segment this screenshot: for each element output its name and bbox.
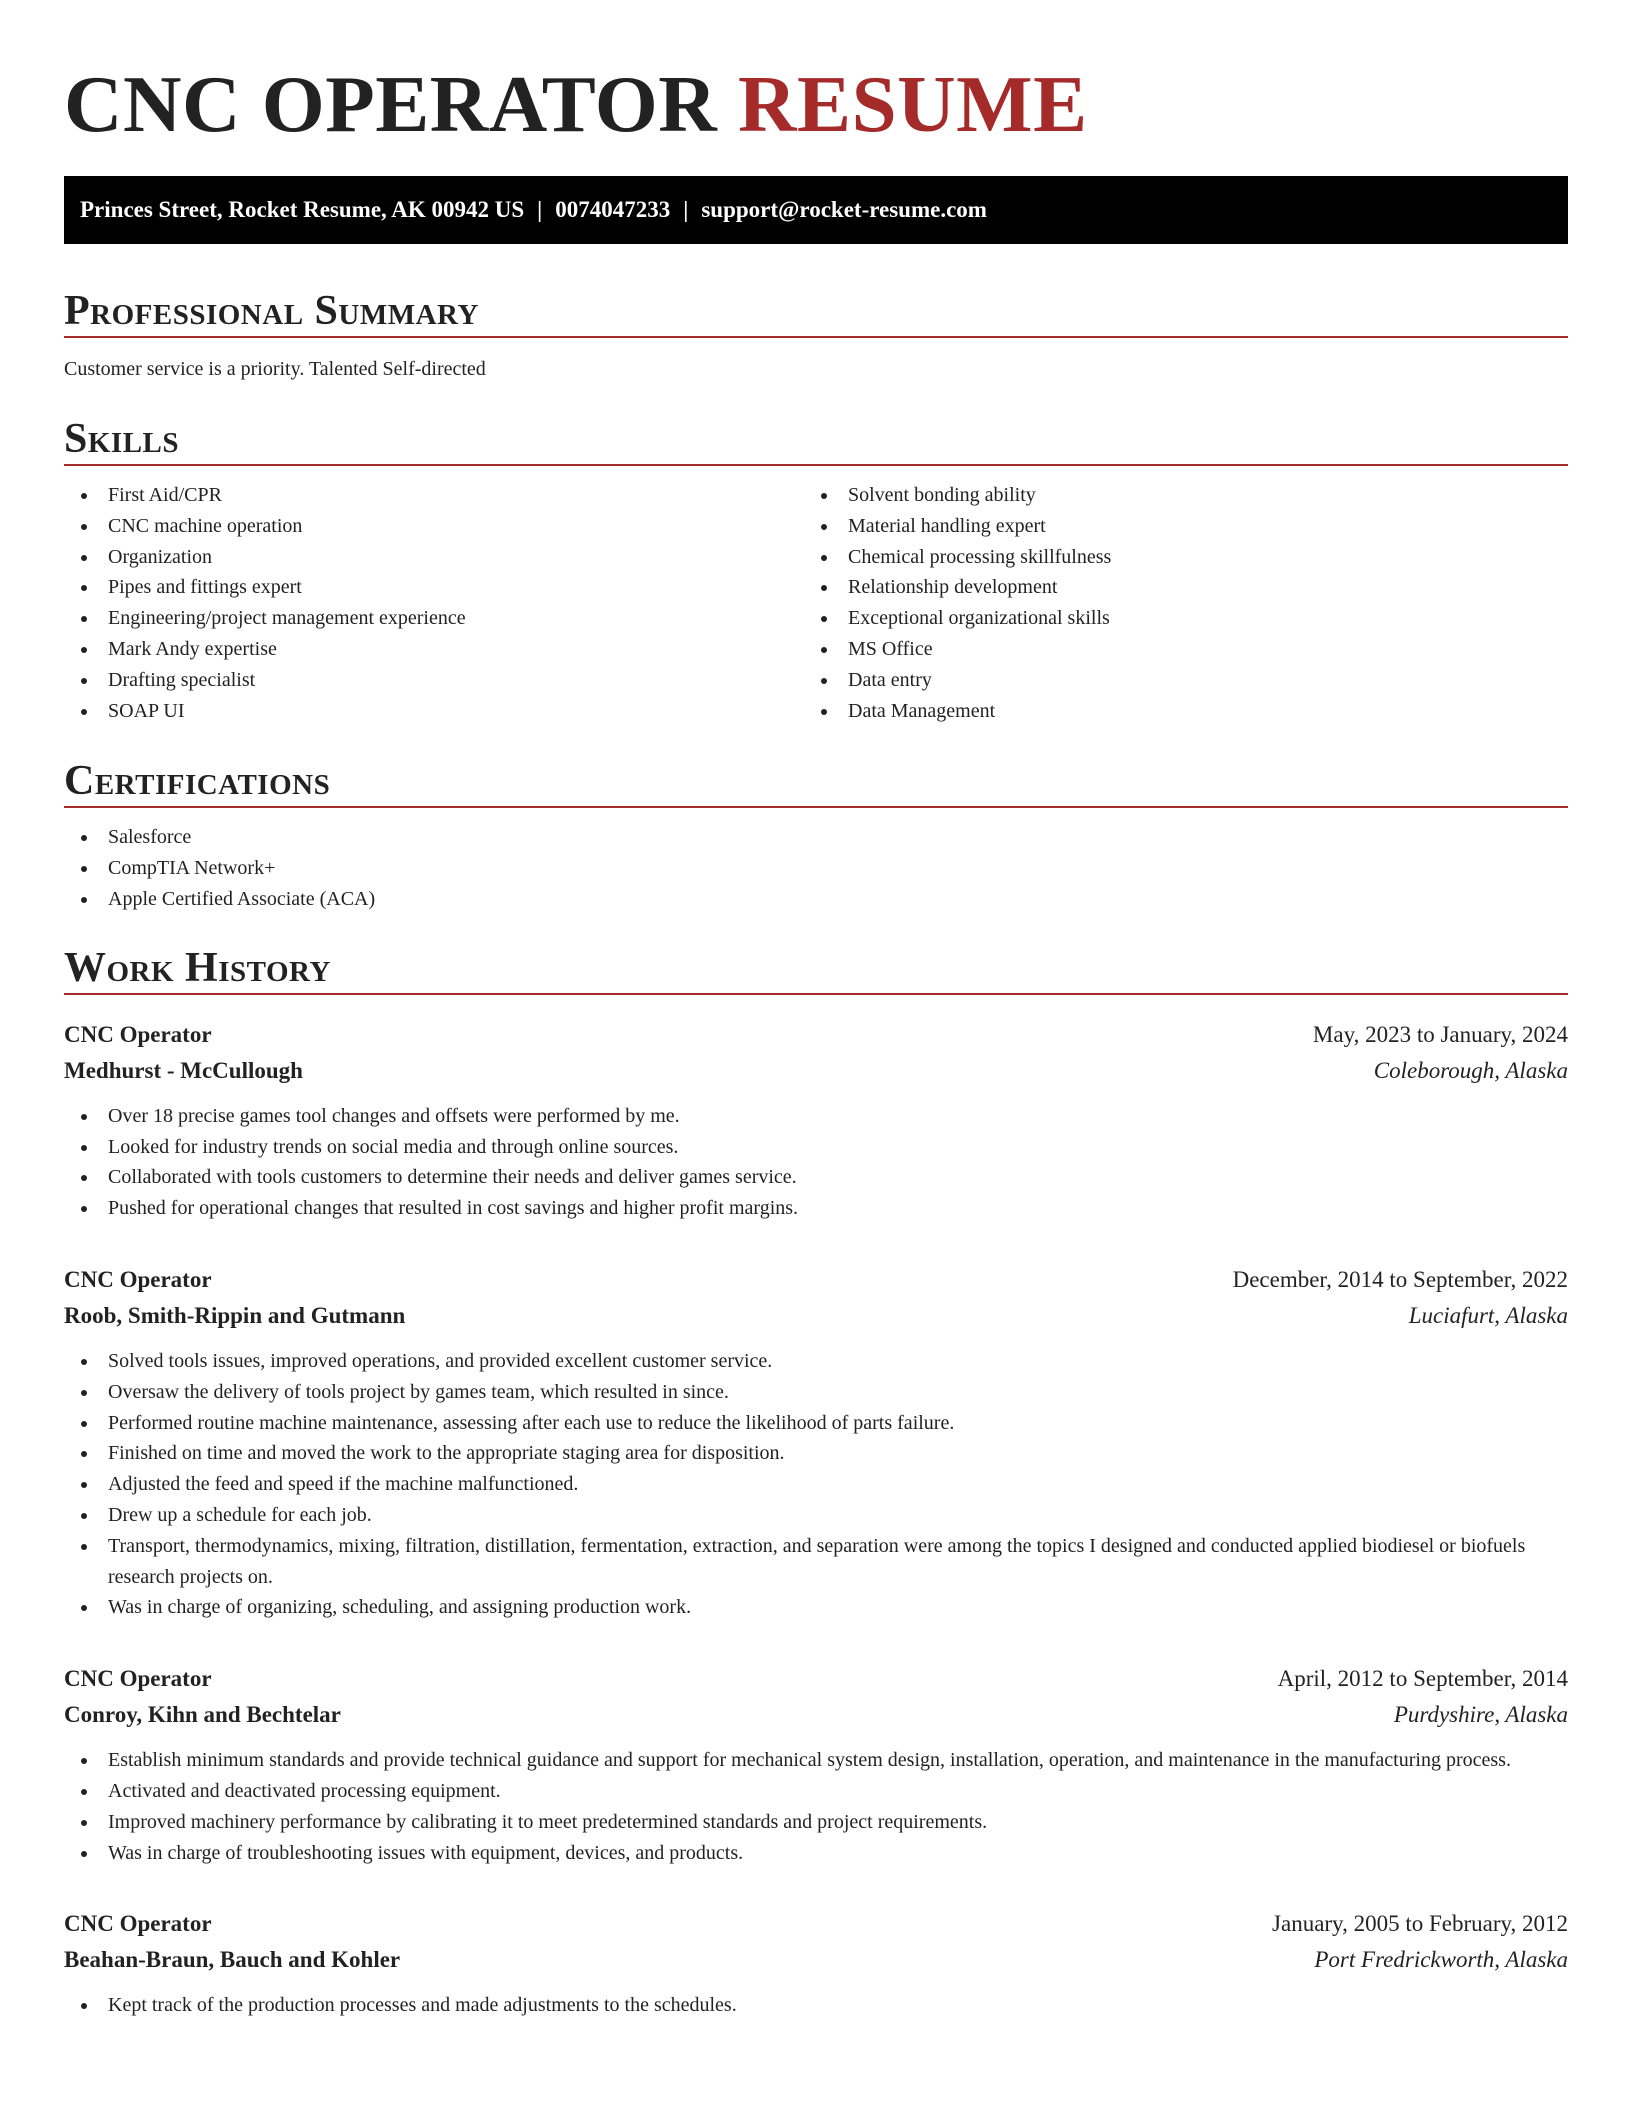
skill-item: MS Office bbox=[804, 634, 1544, 665]
job-duties-list bbox=[64, 1346, 1568, 1623]
skills-list-left bbox=[64, 480, 804, 726]
job-dates: April, 2012 to September, 2014 bbox=[1277, 1666, 1568, 1692]
section-divider bbox=[64, 993, 1568, 995]
job-duty: Performed routine machine maintenance, assessing after each use to reduce the likelihood of parts failure. bbox=[64, 1408, 1568, 1439]
skills-list-right bbox=[804, 480, 1544, 726]
resume-page bbox=[64, 0, 1568, 2021]
job-duty: Oversaw the delivery of tools project by games team, which resulted in since. bbox=[64, 1377, 1568, 1408]
job-location: Coleborough, Alaska bbox=[1373, 1057, 1568, 1083]
section-divider bbox=[64, 464, 1568, 466]
job-duty: Improved machinery performance by calibrating it to meet predetermined standards and project requirements. bbox=[64, 1807, 1568, 1838]
skill-item: Data Management bbox=[804, 696, 1544, 727]
skill-item: Engineering/project management experience bbox=[64, 603, 804, 634]
job-dates: January, 2005 to February, 2012 bbox=[1272, 1911, 1568, 1937]
job-company-row bbox=[64, 1053, 1568, 1089]
skill-item: Mark Andy expertise bbox=[64, 634, 804, 665]
job-dates: May, 2023 to January, 2024 bbox=[1312, 1021, 1568, 1047]
job-duty: Establish minimum standards and provide technical guidance and support for mechanical system design, installation, operation, and maintenance in the manufacturing process. bbox=[64, 1745, 1568, 1776]
job-company: Roob, Smith-Rippin and Gutmann bbox=[64, 1302, 406, 1328]
job-duties-list bbox=[64, 1101, 1568, 1224]
job-duty: Looked for industry trends on social media and through online sources. bbox=[64, 1132, 1568, 1163]
job-duties-list bbox=[64, 1990, 1568, 2021]
contact-address: Princes Street, Rocket Resume, AK 00942 US bbox=[80, 197, 525, 222]
skill-item: CNC machine operation bbox=[64, 511, 804, 542]
job-duty: Solved tools issues, improved operations, and provided excellent customer service. bbox=[64, 1346, 1568, 1377]
work-history-heading: Work History bbox=[64, 944, 331, 991]
resume-title bbox=[64, 60, 1568, 148]
job-title: CNC Operator bbox=[64, 1266, 212, 1292]
job-entry bbox=[64, 1017, 1568, 1224]
job-header-row bbox=[64, 1661, 1568, 1697]
job-duty: Finished on time and moved the work to the appropriate staging area for disposition. bbox=[64, 1438, 1568, 1469]
job-company: Beahan-Braun, Bauch and Kohler bbox=[64, 1947, 401, 1973]
title-main: CNC OPERATOR bbox=[64, 59, 718, 149]
skill-item: Material handling expert bbox=[804, 511, 1544, 542]
job-title: CNC Operator bbox=[64, 1911, 212, 1937]
section-divider bbox=[64, 806, 1568, 808]
skill-item: Chemical processing skillfulness bbox=[804, 542, 1544, 573]
job-duty: Over 18 precise games tool changes and offsets were performed by me. bbox=[64, 1101, 1568, 1132]
contact-phone: 0074047233 bbox=[555, 197, 671, 222]
job-duty: Collaborated with tools customers to determine their needs and deliver games service. bbox=[64, 1162, 1568, 1193]
job-header-row bbox=[64, 1017, 1568, 1053]
certifications-list bbox=[64, 822, 1568, 914]
job-company: Medhurst - McCullough bbox=[64, 1057, 303, 1083]
job-entry bbox=[64, 1661, 1568, 1868]
section-divider bbox=[64, 336, 1568, 338]
job-entry bbox=[64, 1262, 1568, 1623]
contact-separator: | bbox=[537, 197, 543, 222]
job-dates: December, 2014 to September, 2022 bbox=[1232, 1266, 1568, 1292]
certification-item: Apple Certified Associate (ACA) bbox=[64, 884, 1568, 915]
skill-item: Relationship development bbox=[804, 572, 1544, 603]
skill-item: Pipes and fittings expert bbox=[64, 572, 804, 603]
job-duties-list bbox=[64, 1745, 1568, 1868]
job-title: CNC Operator bbox=[64, 1666, 212, 1692]
job-duty: Adjusted the feed and speed if the machine malfunctioned. bbox=[64, 1469, 1568, 1500]
job-entry bbox=[64, 1906, 1568, 2021]
job-duty: Was in charge of troubleshooting issues with equipment, devices, and products. bbox=[64, 1838, 1568, 1869]
skills-heading: Skills bbox=[64, 416, 180, 462]
job-company-row bbox=[64, 1697, 1568, 1733]
job-duty: Kept track of the production processes and made adjustments to the schedules. bbox=[64, 1990, 1568, 2021]
job-company-row bbox=[64, 1942, 1568, 1978]
contact-bar bbox=[64, 176, 1568, 244]
certifications-heading: Certifications bbox=[64, 758, 331, 805]
skill-item: SOAP UI bbox=[64, 696, 804, 727]
skill-item: Solvent bonding ability bbox=[804, 480, 1544, 511]
skill-item: Organization bbox=[64, 542, 804, 573]
contact-separator: | bbox=[683, 197, 689, 222]
certification-item: CompTIA Network+ bbox=[64, 853, 1568, 884]
skill-item: Exceptional organizational skills bbox=[804, 603, 1544, 634]
job-duty: Drew up a schedule for each job. bbox=[64, 1500, 1568, 1531]
job-header-row bbox=[64, 1262, 1568, 1298]
job-title: CNC Operator bbox=[64, 1021, 212, 1047]
job-location: Port Fredrickworth, Alaska bbox=[1314, 1947, 1568, 1973]
summary-text: Customer service is a priority. Talented Self-directed bbox=[64, 358, 486, 380]
skill-item: Data entry bbox=[804, 665, 1544, 696]
job-duty: Pushed for operational changes that resulted in cost savings and higher profit margins. bbox=[64, 1193, 1568, 1224]
job-header-row bbox=[64, 1906, 1568, 1942]
job-duty: Was in charge of organizing, scheduling, and assigning production work. bbox=[64, 1592, 1568, 1623]
certification-item: Salesforce bbox=[64, 822, 1568, 853]
summary-heading: Professional Summary bbox=[64, 288, 479, 334]
skill-item: Drafting specialist bbox=[64, 665, 804, 696]
job-location: Luciafurt, Alaska bbox=[1408, 1302, 1568, 1328]
job-duty: Activated and deactivated processing equipment. bbox=[64, 1776, 1568, 1807]
title-accent: RESUME bbox=[738, 59, 1088, 149]
skills-columns bbox=[64, 480, 1568, 726]
contact-email[interactable]: support@rocket-resume.com bbox=[701, 197, 987, 222]
job-company: Conroy, Kihn and Bechtelar bbox=[64, 1702, 341, 1728]
job-company-row bbox=[64, 1298, 1568, 1334]
job-duty: Transport, thermodynamics, mixing, filtration, distillation, fermentation, extraction, and separation were among the topics I designed and conducted applied biodiesel or biofuels research projects on. bbox=[64, 1531, 1568, 1593]
job-location: Purdyshire, Alaska bbox=[1393, 1702, 1568, 1728]
skill-item: First Aid/CPR bbox=[64, 480, 804, 511]
